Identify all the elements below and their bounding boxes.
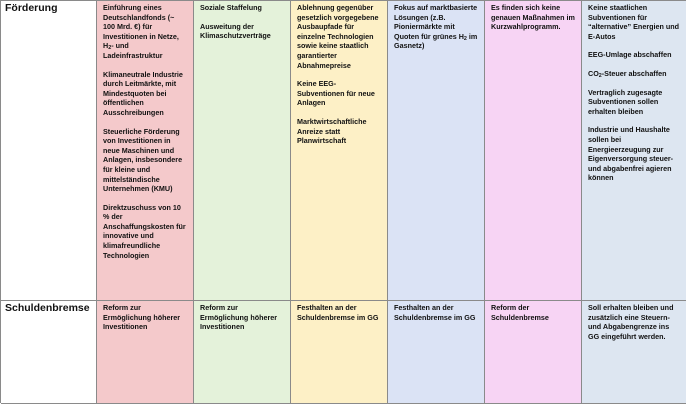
cell-schuldenbremse-col4 — [388, 301, 485, 404]
cell-paragraph — [394, 303, 479, 322]
row-header-foerderung: Förderung — [1, 1, 97, 301]
cell-text: -Steuer abschaffen — [601, 68, 667, 78]
cell-schuldenbremse-col5 — [485, 301, 582, 404]
cell-text: Es finden sich keine genauen Maßnahmen im Kurzwahlprogramm. — [491, 3, 575, 32]
cell-paragraph — [103, 303, 188, 332]
cell-foerderung-col1 — [97, 1, 194, 301]
cell-schuldenbremse-col2 — [194, 301, 291, 404]
cell-text: Festhalten an der Schuldenbremse im GG — [394, 303, 476, 322]
cell-foerderung-col3 — [291, 1, 388, 301]
cell-foerderung-col5 — [485, 1, 582, 301]
cell-paragraph — [588, 3, 681, 41]
cell-text: - und Ladeinfrastruktur — [103, 41, 163, 60]
cell-text: Direktzuschuss von 10 % der Anschaffungskosten für innovative und klimafreundliche Technologien — [103, 202, 186, 260]
cell-paragraph — [588, 50, 681, 60]
cell-text: im Gasnetz) — [394, 31, 478, 51]
cell-text: Reform zur Ermöglichung höherer Investitionen — [200, 303, 278, 332]
cell-text: Soziale Staffelung — [200, 3, 262, 12]
cell-paragraph — [200, 303, 285, 332]
cell-text: Klimaneutrale Industrie durch Leitmärkte, mit Mindestquoten bei öffentlichen Ausschreibungen — [103, 69, 183, 117]
cell-text: Soll erhalten bleiben und zusätzlich eine Steuern- und Abgabengrenze ins GG eingeführt werden. — [588, 303, 674, 341]
cell-foerderung-col6 — [582, 1, 686, 301]
cell-schuldenbremse-col1 — [97, 301, 194, 404]
cell-schuldenbremse-col3 — [291, 301, 388, 404]
cell-paragraph — [588, 69, 681, 79]
cell-paragraph — [491, 3, 576, 32]
cell-schuldenbremse-col6 — [582, 301, 686, 404]
cell-text: Vertraglich zugesagte Subventionen sollen erhalten bleiben — [588, 87, 663, 116]
cell-text: Fokus auf marktbasierte Lösungen (z.B. Pioniermärkte mit Quoten für grünes H — [394, 3, 478, 41]
cell-foerderung-col2 — [194, 1, 291, 301]
cell-paragraph — [200, 22, 285, 41]
cell-text: CO — [588, 68, 599, 78]
cell-text: Marktwirtschaftliche Anreize statt Planwirtschaft — [297, 116, 367, 146]
cell-text: Industrie und Haushalte sollen bei Energieerzeugung zur Eigenversorgung steuer- und abgabenfrei agieren können — [588, 125, 674, 183]
cell-text: Einführung eines Deutschlandfonds (~ 100 Mrd. €) für Investitionen in Netze, H — [103, 3, 179, 51]
row-header-schuldenbremse: Schuldenbremse — [1, 301, 97, 404]
cell-paragraph — [588, 303, 681, 341]
subscript-text: 2 — [108, 45, 112, 52]
cell-paragraph — [103, 70, 188, 118]
cell-paragraph — [297, 3, 382, 70]
cell-paragraph — [394, 3, 479, 51]
cell-paragraph — [588, 88, 681, 117]
cell-foerderung-col4 — [388, 1, 485, 301]
cell-paragraph — [200, 3, 285, 13]
cell-paragraph — [297, 303, 382, 322]
cell-paragraph — [297, 79, 382, 108]
cell-text: Festhalten an der Schuldenbremse im GG — [297, 303, 379, 322]
cell-text: EEG-Umlage abschaffen — [588, 50, 672, 60]
cell-paragraph — [491, 303, 576, 322]
cell-text: Reform zur Ermöglichung höherer Investitionen — [103, 303, 181, 332]
subscript-text: 2 — [463, 35, 467, 42]
cell-text: Steuerliche Förderung von Investitionen in neue Maschinen und Anlagen, insbesondere für kleine und mittelständische Unternehmen (KMU) — [103, 126, 183, 194]
cell-text: Ausweitung der Klimaschutzverträge — [200, 21, 271, 41]
cell-text: Keine EEG-Subventionen für neue Anlagen — [297, 79, 375, 108]
cell-paragraph — [297, 117, 382, 146]
cell-text: Reform der Schuldenbremse — [491, 303, 549, 322]
cell-paragraph — [588, 125, 681, 183]
cell-paragraph — [103, 3, 188, 61]
cell-text: Keine staatlichen Subventionen für “alternative” Energien und E-Autos — [588, 3, 680, 41]
cell-paragraph — [103, 203, 188, 261]
subscript-text: 2 — [598, 72, 602, 79]
cell-paragraph — [103, 127, 188, 194]
cell-text: Ablehnung gegenüber gesetzlich vorgegebene Ausbaupfade für einzelne Technologien sowie keine staatlich garantierter Abnahmepreise — [297, 3, 379, 70]
